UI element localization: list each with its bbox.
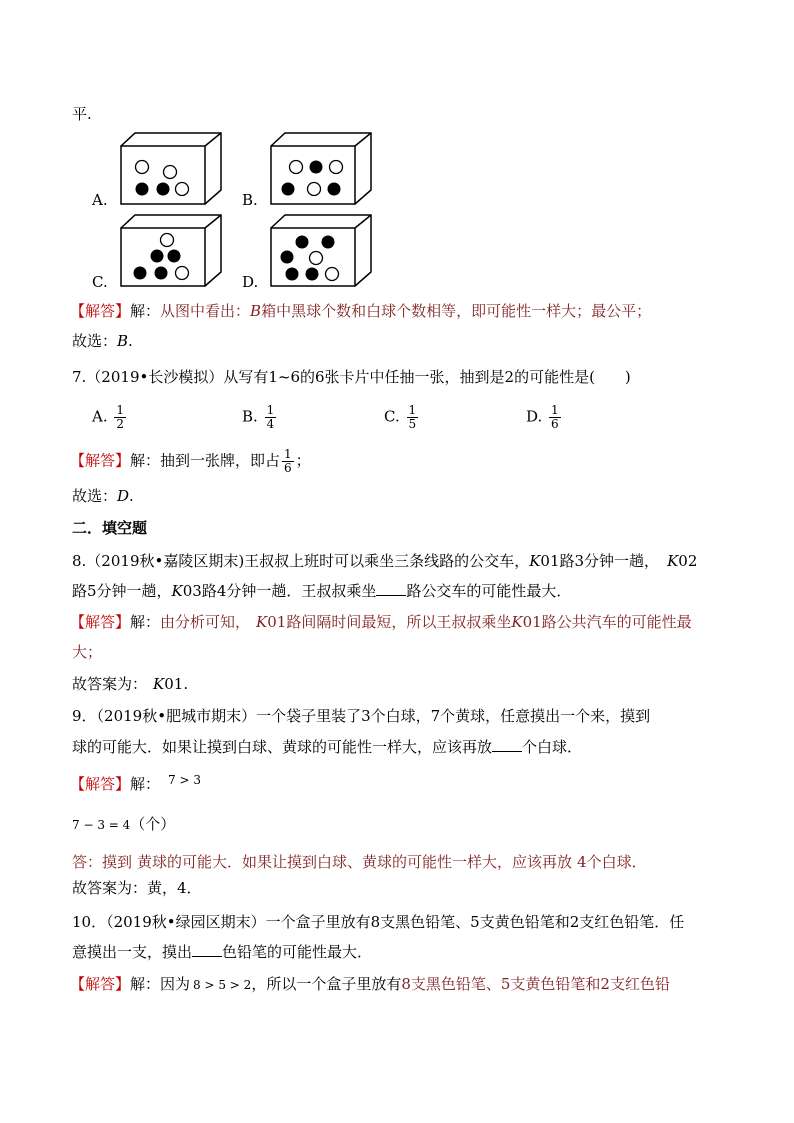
box-a-figure (120, 132, 224, 206)
choose-label: 故选： (72, 332, 118, 350)
q8-line2 (72, 581, 571, 601)
denominator: 4 (266, 417, 275, 431)
answer-tag: 【解答】 (70, 451, 131, 470)
final-value: 01. (164, 675, 189, 693)
q8-var: K (667, 552, 679, 570)
answer-tag: 【解答】 (70, 775, 131, 793)
choose-value: B (117, 332, 129, 350)
box-d-figure (270, 214, 374, 288)
answer-end: ； (295, 451, 311, 470)
fraction (407, 404, 419, 431)
answer-text: 由分析可知， (160, 613, 251, 631)
numerator: 1 (408, 403, 417, 417)
answer-text: 4个白球． (577, 853, 647, 871)
q8-var: K (171, 582, 183, 600)
fraction (114, 404, 126, 431)
box-b-figure (270, 132, 374, 206)
choose-value: D (117, 487, 130, 505)
calculation: 7 − 3 = 4 (72, 818, 131, 832)
final-var: K (153, 675, 165, 693)
period: . (129, 487, 134, 505)
q7-option-d[interactable] (526, 404, 563, 431)
q6-answer-line (70, 301, 651, 321)
q8-answer-line1 (70, 612, 692, 632)
answer-text: 01路公共汽车的可能性最 (522, 613, 692, 631)
fraction (265, 404, 277, 431)
answer-jie: 解： (130, 613, 161, 631)
numerator: 1 (551, 403, 559, 417)
q9-answer-statement (72, 852, 647, 872)
option-letter: D. (526, 407, 543, 426)
q7-stem: 7.（2019•长沙模拟）从写有1~6的6张卡片中任抽一张，抽到是2的可能性是( ) (72, 368, 631, 386)
answer-tag: 【解答】 (70, 975, 131, 993)
answer-jie: 解：因为 (130, 975, 191, 993)
answer-text: 黄球的可能大．如果让摸到白球、黄球的可能性一样大，应该再放 (137, 853, 573, 871)
answer-text: 解：抽到一张牌，即占 (130, 451, 281, 470)
q7-option-a[interactable] (92, 404, 128, 431)
denominator: 5 (408, 417, 417, 431)
q8-blank[interactable] (376, 581, 406, 596)
q9-text: 个白球． (522, 738, 583, 756)
q10-line2 (72, 942, 372, 962)
q6-option-d[interactable]: D. (242, 273, 259, 291)
q8-text: 03路4分钟一趟．王叔叔乘坐 (182, 582, 377, 600)
fraction (282, 448, 294, 475)
option-letter: A. (92, 407, 108, 426)
q6-option-c[interactable]: C. (92, 273, 108, 291)
q8-text: 8.（2019秋•嘉陵区期末)王叔叔上班时可以乘坐三条线路的公交车， (72, 552, 530, 570)
answer-var: B (250, 302, 262, 320)
answer-text: 8支黑色铅笔、5支黄色铅笔和2支红色铅 (401, 975, 670, 993)
q7-choose-line (72, 486, 134, 506)
q9-calc-line (72, 814, 175, 835)
answer-tag: 【解答】 (70, 302, 131, 320)
q9-blank[interactable] (492, 737, 522, 752)
calc-unit: （个） (130, 815, 176, 833)
q7-answer-line (70, 448, 311, 475)
numerator: 1 (266, 403, 275, 417)
answer-jie: 解： (130, 302, 161, 320)
q8-line1 (72, 551, 697, 571)
q9-answer-line (70, 774, 201, 795)
option-letter: B. (242, 407, 258, 426)
period: . (128, 332, 133, 350)
answer-var: K (511, 613, 523, 631)
numerator: 1 (284, 447, 292, 461)
q10-text: 意摸出一支，摸出 (72, 943, 193, 961)
answer-text: 01路间隔时间最短，所以王叔叔乘坐 (267, 613, 512, 631)
answer-var: K (256, 613, 268, 631)
answer-text: 箱中黑球个数和白球个数相等，即可能性一样大；最公平； (261, 302, 652, 320)
answer-jie: 解： (130, 775, 161, 793)
q8-final-line (72, 674, 188, 694)
q6-option-a[interactable]: A. (92, 191, 108, 209)
option-letter: C. (384, 407, 400, 426)
q9-text: 球的可能大．如果让摸到白球、黄球的可能性一样大，应该再放 (72, 738, 493, 756)
answer-tag: 【解答】 (70, 613, 131, 631)
section-heading: 二．填空题 (72, 519, 148, 537)
answer-text: 从图中看出： (160, 302, 251, 320)
q8-text: 02 (678, 552, 698, 570)
answer-text: ，所以一个盒子里放有 (251, 975, 402, 993)
q10-text: 色铅笔的可能性最大． (222, 943, 373, 961)
inequality: 8 > 5 > 2 (193, 978, 252, 992)
q7-option-c[interactable] (384, 404, 420, 431)
q10-line1: 10．（2019秋•绿园区期末）一个盒子里放有8支黑色铅笔、5支黄色铅笔和2支红色铅笔．任 (72, 913, 685, 931)
q6-option-b[interactable]: B. (242, 191, 258, 209)
numerator: 1 (116, 403, 125, 417)
fraction (549, 404, 561, 431)
q8-var: K (529, 552, 541, 570)
q8-text: 路公交车的可能性最大． (406, 582, 572, 600)
q10-answer-line (70, 974, 670, 995)
q6-choose-line (72, 331, 133, 351)
denominator: 6 (551, 417, 559, 431)
answer-text: 答：摸到 (72, 853, 133, 871)
denominator: 2 (116, 417, 125, 431)
q8-text: 01路3分钟一趟， (540, 552, 660, 570)
choose-label: 故选： (72, 487, 118, 505)
q9-line1: 9．（2019秋•肥城市期末）一个袋子里装了3个白球，7个黄球，任意摸出一个来，摸到 (72, 707, 651, 725)
q9-line2 (72, 737, 582, 757)
q8-answer-line2: 大； (72, 643, 103, 661)
q6-tail-text: 平. (72, 105, 92, 123)
box-c-figure (120, 214, 224, 288)
q9-final-line: 故答案为：黄，4． (72, 879, 202, 897)
denominator: 6 (284, 461, 292, 475)
q7-option-b[interactable] (242, 404, 278, 431)
q8-text: 路5分钟一趟， (72, 582, 172, 600)
final-label: 故答案为： (72, 675, 148, 693)
q10-blank[interactable] (192, 942, 222, 957)
inequality: 7 > 3 (168, 773, 201, 787)
